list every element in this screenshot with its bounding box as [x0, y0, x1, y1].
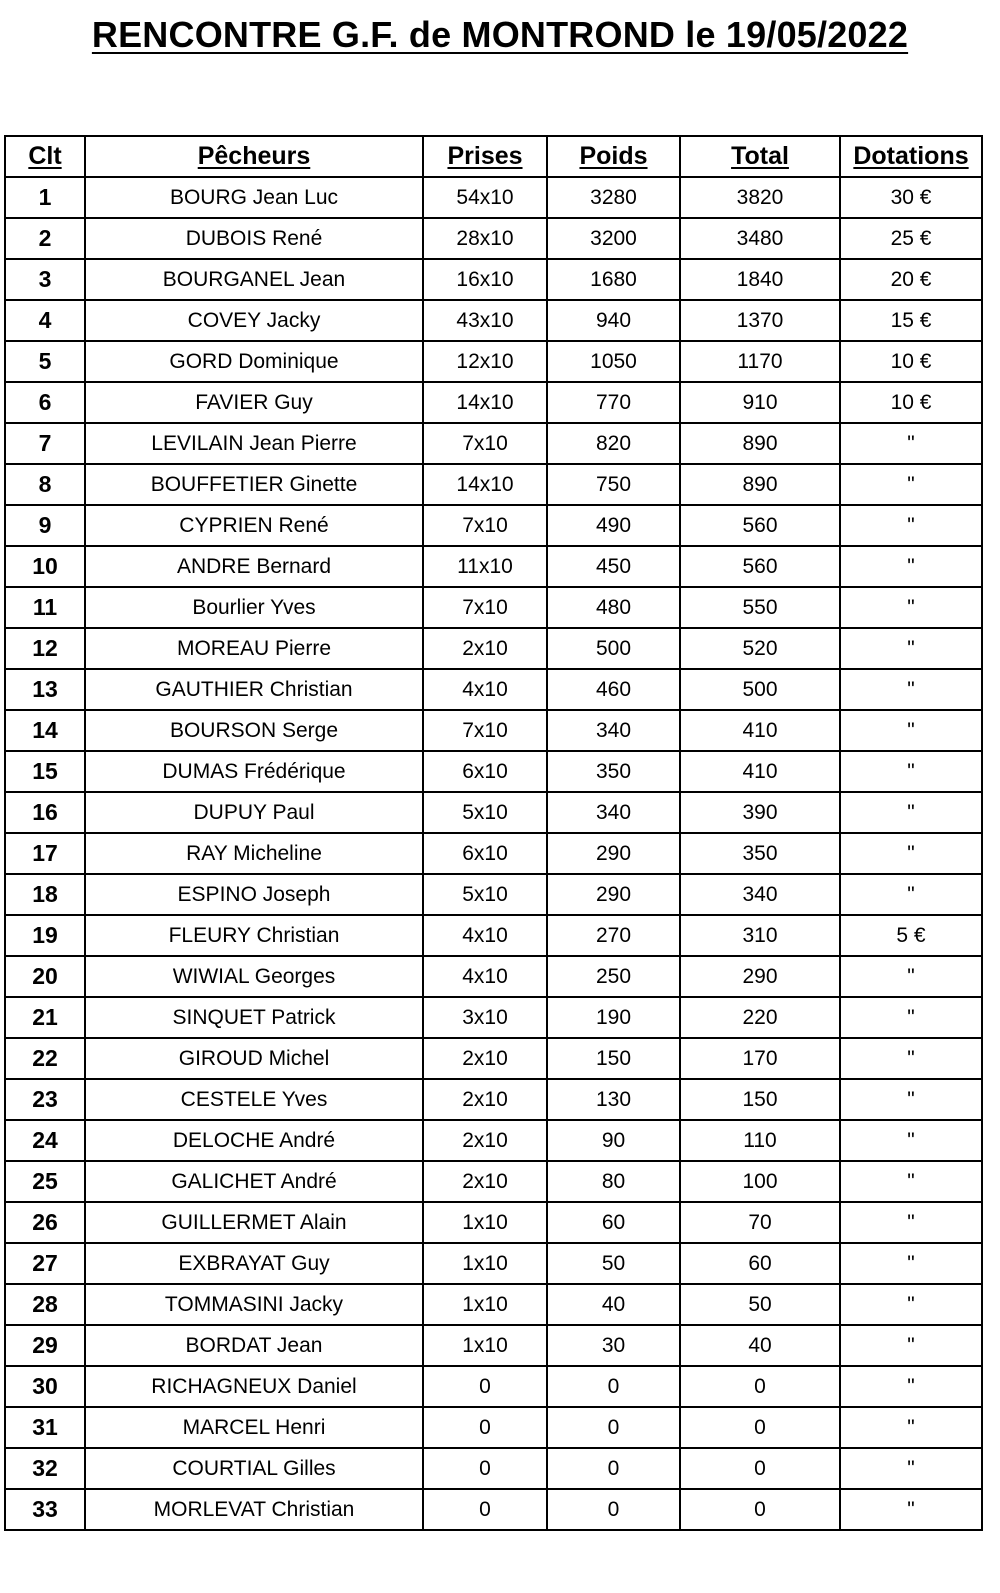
- cell-pecheur: ANDRE Bernard: [85, 546, 423, 587]
- cell-poids: 940: [547, 300, 680, 341]
- table-row: [5, 382, 982, 423]
- cell-dotation: ": [840, 1120, 982, 1161]
- cell-total: 110: [680, 1120, 840, 1161]
- table-row: [5, 669, 982, 710]
- cell-dotation: ": [840, 1284, 982, 1325]
- cell-total: 0: [680, 1448, 840, 1489]
- cell-pecheur: RAY Micheline: [85, 833, 423, 874]
- cell-rank: 24: [5, 1120, 85, 1161]
- cell-rank: 10: [5, 546, 85, 587]
- cell-poids: 290: [547, 833, 680, 874]
- cell-poids: 820: [547, 423, 680, 464]
- cell-dotation: 10 €: [840, 382, 982, 423]
- cell-pecheur: WIWIAL Georges: [85, 956, 423, 997]
- cell-pecheur: GALICHET André: [85, 1161, 423, 1202]
- cell-poids: 500: [547, 628, 680, 669]
- cell-total: 390: [680, 792, 840, 833]
- cell-dotation: ": [840, 1079, 982, 1120]
- cell-total: 3820: [680, 177, 840, 218]
- cell-pecheur: BOUFFETIER Ginette: [85, 464, 423, 505]
- cell-pecheur: MARCEL Henri: [85, 1407, 423, 1448]
- cell-total: 0: [680, 1366, 840, 1407]
- cell-poids: 30: [547, 1325, 680, 1366]
- table-row: [5, 1407, 982, 1448]
- cell-poids: 130: [547, 1079, 680, 1120]
- cell-rank: 16: [5, 792, 85, 833]
- cell-pecheur: MORLEVAT Christian: [85, 1489, 423, 1530]
- cell-rank: 13: [5, 669, 85, 710]
- cell-rank: 33: [5, 1489, 85, 1530]
- cell-prises: 2x10: [423, 1120, 547, 1161]
- cell-total: 40: [680, 1325, 840, 1366]
- cell-dotation: ": [840, 1161, 982, 1202]
- cell-poids: 0: [547, 1407, 680, 1448]
- cell-dotation: ": [840, 1448, 982, 1489]
- table-row: [5, 792, 982, 833]
- cell-rank: 11: [5, 587, 85, 628]
- cell-prises: 0: [423, 1448, 547, 1489]
- cell-dotation: ": [840, 587, 982, 628]
- table-row: [5, 423, 982, 464]
- cell-total: 350: [680, 833, 840, 874]
- table-row: [5, 300, 982, 341]
- table-row: [5, 505, 982, 546]
- cell-poids: 450: [547, 546, 680, 587]
- table-header-row: [5, 136, 982, 177]
- cell-poids: 60: [547, 1202, 680, 1243]
- header-prises: Prises: [423, 136, 547, 177]
- cell-pecheur: RICHAGNEUX Daniel: [85, 1366, 423, 1407]
- header-clt: Clt: [5, 136, 85, 177]
- cell-rank: 9: [5, 505, 85, 546]
- cell-rank: 3: [5, 259, 85, 300]
- cell-rank: 1: [5, 177, 85, 218]
- cell-poids: 340: [547, 710, 680, 751]
- table-row: [5, 546, 982, 587]
- header-poids: Poids: [547, 136, 680, 177]
- results-table: [4, 135, 983, 1531]
- cell-poids: 0: [547, 1366, 680, 1407]
- cell-rank: 7: [5, 423, 85, 464]
- cell-dotation: ": [840, 874, 982, 915]
- cell-total: 500: [680, 669, 840, 710]
- cell-rank: 25: [5, 1161, 85, 1202]
- cell-pecheur: BORDAT Jean: [85, 1325, 423, 1366]
- cell-prises: 4x10: [423, 669, 547, 710]
- cell-pecheur: COURTIAL Gilles: [85, 1448, 423, 1489]
- table-row: [5, 259, 982, 300]
- cell-prises: 0: [423, 1407, 547, 1448]
- cell-poids: 270: [547, 915, 680, 956]
- cell-total: 70: [680, 1202, 840, 1243]
- table-row: [5, 874, 982, 915]
- cell-rank: 32: [5, 1448, 85, 1489]
- cell-poids: 50: [547, 1243, 680, 1284]
- cell-pecheur: GORD Dominique: [85, 341, 423, 382]
- cell-prises: 7x10: [423, 505, 547, 546]
- cell-pecheur: DUPUY Paul: [85, 792, 423, 833]
- cell-rank: 27: [5, 1243, 85, 1284]
- cell-dotation: 10 €: [840, 341, 982, 382]
- cell-dotation: 25 €: [840, 218, 982, 259]
- cell-poids: 490: [547, 505, 680, 546]
- table-row: [5, 587, 982, 628]
- table-row: [5, 751, 982, 792]
- cell-poids: 3200: [547, 218, 680, 259]
- header-pecheurs: Pêcheurs: [85, 136, 423, 177]
- cell-pecheur: BOURGANEL Jean: [85, 259, 423, 300]
- cell-pecheur: Bourlier Yves: [85, 587, 423, 628]
- cell-pecheur: MOREAU Pierre: [85, 628, 423, 669]
- cell-prises: 4x10: [423, 915, 547, 956]
- cell-pecheur: BOURSON Serge: [85, 710, 423, 751]
- cell-rank: 23: [5, 1079, 85, 1120]
- table-row: [5, 1366, 982, 1407]
- cell-pecheur: GUILLERMET Alain: [85, 1202, 423, 1243]
- cell-dotation: ": [840, 505, 982, 546]
- cell-total: 170: [680, 1038, 840, 1079]
- cell-poids: 460: [547, 669, 680, 710]
- cell-prises: 54x10: [423, 177, 547, 218]
- cell-dotation: ": [840, 1407, 982, 1448]
- cell-rank: 20: [5, 956, 85, 997]
- table-row: [5, 177, 982, 218]
- cell-dotation: ": [840, 997, 982, 1038]
- cell-pecheur: GIROUD Michel: [85, 1038, 423, 1079]
- cell-total: 550: [680, 587, 840, 628]
- cell-rank: 30: [5, 1366, 85, 1407]
- cell-dotation: ": [840, 833, 982, 874]
- cell-pecheur: ESPINO Joseph: [85, 874, 423, 915]
- cell-dotation: 15 €: [840, 300, 982, 341]
- cell-poids: 150: [547, 1038, 680, 1079]
- cell-prises: 1x10: [423, 1325, 547, 1366]
- table-row: [5, 628, 982, 669]
- cell-dotation: ": [840, 546, 982, 587]
- table-row: [5, 1161, 982, 1202]
- table-row: [5, 341, 982, 382]
- cell-dotation: 20 €: [840, 259, 982, 300]
- cell-poids: 1680: [547, 259, 680, 300]
- cell-rank: 2: [5, 218, 85, 259]
- cell-prises: 14x10: [423, 464, 547, 505]
- cell-poids: 340: [547, 792, 680, 833]
- cell-prises: 5x10: [423, 792, 547, 833]
- table-row: [5, 1325, 982, 1366]
- cell-total: 910: [680, 382, 840, 423]
- cell-total: 290: [680, 956, 840, 997]
- cell-dotation: 5 €: [840, 915, 982, 956]
- cell-rank: 6: [5, 382, 85, 423]
- cell-total: 520: [680, 628, 840, 669]
- table-row: [5, 1202, 982, 1243]
- table-row: [5, 997, 982, 1038]
- cell-dotation: ": [840, 1038, 982, 1079]
- cell-rank: 8: [5, 464, 85, 505]
- cell-pecheur: GAUTHIER Christian: [85, 669, 423, 710]
- cell-prises: 43x10: [423, 300, 547, 341]
- cell-dotation: ": [840, 1325, 982, 1366]
- cell-pecheur: CYPRIEN René: [85, 505, 423, 546]
- cell-total: 560: [680, 546, 840, 587]
- cell-prises: 2x10: [423, 1079, 547, 1120]
- cell-prises: 2x10: [423, 628, 547, 669]
- cell-rank: 26: [5, 1202, 85, 1243]
- table-row: [5, 915, 982, 956]
- cell-rank: 4: [5, 300, 85, 341]
- cell-total: 1840: [680, 259, 840, 300]
- cell-dotation: ": [840, 751, 982, 792]
- cell-prises: 28x10: [423, 218, 547, 259]
- cell-prises: 6x10: [423, 833, 547, 874]
- cell-total: 410: [680, 751, 840, 792]
- cell-rank: 21: [5, 997, 85, 1038]
- cell-prises: 11x10: [423, 546, 547, 587]
- cell-prises: 12x10: [423, 341, 547, 382]
- table-row: [5, 1079, 982, 1120]
- header-dotations: Dotations: [840, 136, 982, 177]
- cell-pecheur: DUMAS Frédérique: [85, 751, 423, 792]
- cell-rank: 14: [5, 710, 85, 751]
- page-title: RENCONTRE G.F. de MONTROND le 19/05/2022: [91, 14, 909, 55]
- cell-total: 1170: [680, 341, 840, 382]
- cell-dotation: ": [840, 628, 982, 669]
- cell-dotation: ": [840, 1366, 982, 1407]
- table-row: [5, 833, 982, 874]
- cell-prises: 2x10: [423, 1161, 547, 1202]
- cell-poids: 3280: [547, 177, 680, 218]
- cell-prises: 0: [423, 1366, 547, 1407]
- cell-prises: 16x10: [423, 259, 547, 300]
- cell-rank: 15: [5, 751, 85, 792]
- cell-poids: 350: [547, 751, 680, 792]
- cell-total: 220: [680, 997, 840, 1038]
- cell-prises: 7x10: [423, 587, 547, 628]
- cell-prises: 14x10: [423, 382, 547, 423]
- table-row: [5, 218, 982, 259]
- cell-total: 100: [680, 1161, 840, 1202]
- cell-total: 340: [680, 874, 840, 915]
- cell-dotation: ": [840, 956, 982, 997]
- cell-total: 310: [680, 915, 840, 956]
- cell-poids: 1050: [547, 341, 680, 382]
- cell-pecheur: TOMMASINI Jacky: [85, 1284, 423, 1325]
- cell-poids: 0: [547, 1489, 680, 1530]
- cell-poids: 0: [547, 1448, 680, 1489]
- cell-rank: 17: [5, 833, 85, 874]
- cell-pecheur: CESTELE Yves: [85, 1079, 423, 1120]
- cell-poids: 90: [547, 1120, 680, 1161]
- cell-rank: 31: [5, 1407, 85, 1448]
- cell-total: 1370: [680, 300, 840, 341]
- cell-poids: 190: [547, 997, 680, 1038]
- cell-prises: 7x10: [423, 710, 547, 751]
- table-row: [5, 1038, 982, 1079]
- cell-dotation: ": [840, 423, 982, 464]
- cell-total: 0: [680, 1489, 840, 1530]
- cell-rank: 12: [5, 628, 85, 669]
- cell-poids: 250: [547, 956, 680, 997]
- cell-pecheur: DELOCHE André: [85, 1120, 423, 1161]
- cell-rank: 28: [5, 1284, 85, 1325]
- cell-dotation: 30 €: [840, 177, 982, 218]
- cell-rank: 18: [5, 874, 85, 915]
- cell-prises: 2x10: [423, 1038, 547, 1079]
- cell-prises: 0: [423, 1489, 547, 1530]
- cell-prises: 3x10: [423, 997, 547, 1038]
- cell-poids: 770: [547, 382, 680, 423]
- table-row: [5, 1120, 982, 1161]
- cell-pecheur: LEVILAIN Jean Pierre: [85, 423, 423, 464]
- cell-prises: 5x10: [423, 874, 547, 915]
- cell-pecheur: EXBRAYAT Guy: [85, 1243, 423, 1284]
- cell-poids: 40: [547, 1284, 680, 1325]
- table-row: [5, 956, 982, 997]
- cell-prises: 1x10: [423, 1243, 547, 1284]
- cell-rank: 19: [5, 915, 85, 956]
- table-row: [5, 710, 982, 751]
- cell-rank: 22: [5, 1038, 85, 1079]
- table-row: [5, 1448, 982, 1489]
- cell-total: 60: [680, 1243, 840, 1284]
- cell-prises: 4x10: [423, 956, 547, 997]
- cell-pecheur: FAVIER Guy: [85, 382, 423, 423]
- cell-dotation: ": [840, 464, 982, 505]
- table-row: [5, 1243, 982, 1284]
- cell-poids: 290: [547, 874, 680, 915]
- cell-dotation: ": [840, 792, 982, 833]
- cell-prises: 1x10: [423, 1284, 547, 1325]
- table-body: [5, 177, 982, 1530]
- cell-poids: 480: [547, 587, 680, 628]
- cell-dotation: ": [840, 1489, 982, 1530]
- cell-dotation: ": [840, 1243, 982, 1284]
- cell-total: 3480: [680, 218, 840, 259]
- cell-poids: 80: [547, 1161, 680, 1202]
- table-row: [5, 1489, 982, 1530]
- cell-rank: 29: [5, 1325, 85, 1366]
- cell-total: 150: [680, 1079, 840, 1120]
- cell-total: 560: [680, 505, 840, 546]
- cell-rank: 5: [5, 341, 85, 382]
- cell-prises: 6x10: [423, 751, 547, 792]
- cell-dotation: ": [840, 1202, 982, 1243]
- cell-pecheur: BOURG Jean Luc: [85, 177, 423, 218]
- cell-prises: 7x10: [423, 423, 547, 464]
- cell-total: 410: [680, 710, 840, 751]
- cell-prises: 1x10: [423, 1202, 547, 1243]
- cell-total: 890: [680, 423, 840, 464]
- cell-dotation: ": [840, 710, 982, 751]
- table-row: [5, 1284, 982, 1325]
- cell-dotation: ": [840, 669, 982, 710]
- cell-poids: 750: [547, 464, 680, 505]
- cell-pecheur: COVEY Jacky: [85, 300, 423, 341]
- cell-pecheur: FLEURY Christian: [85, 915, 423, 956]
- header-total: Total: [680, 136, 840, 177]
- cell-pecheur: DUBOIS René: [85, 218, 423, 259]
- cell-pecheur: SINQUET Patrick: [85, 997, 423, 1038]
- cell-total: 50: [680, 1284, 840, 1325]
- table-row: [5, 464, 982, 505]
- cell-total: 890: [680, 464, 840, 505]
- cell-total: 0: [680, 1407, 840, 1448]
